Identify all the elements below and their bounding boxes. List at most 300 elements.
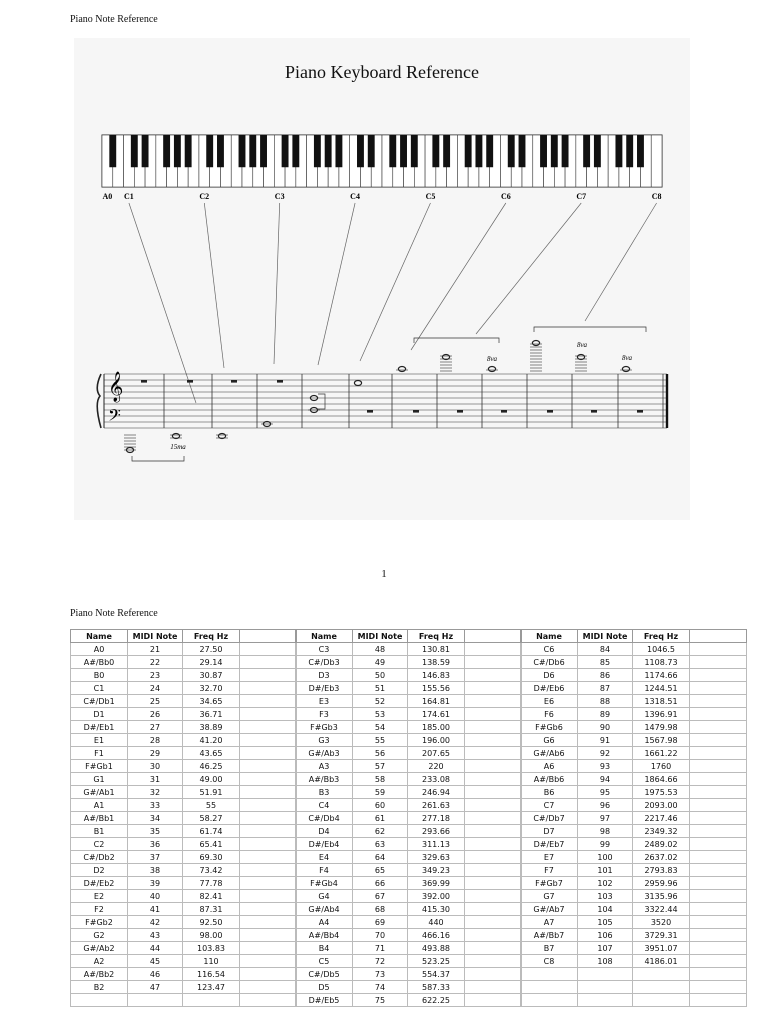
table-row (521, 903, 747, 916)
freq-cell: 1479.98 (633, 721, 690, 734)
freq-cell: 466.16 (408, 929, 465, 942)
table-row (521, 721, 747, 734)
note-name-cell: G#/Ab7 (521, 903, 578, 916)
table-row (71, 669, 297, 682)
note-name-cell: F#Gb2 (71, 916, 128, 929)
table-row (71, 864, 297, 877)
rest-icon (547, 410, 553, 413)
column-header (690, 630, 747, 643)
table-row (71, 955, 297, 968)
black-key (368, 135, 375, 167)
table-row (521, 890, 747, 903)
blank-cell (690, 994, 747, 1007)
whole-note (398, 367, 405, 372)
table-row (521, 812, 747, 825)
ottava-mark: 15ma (170, 443, 186, 451)
freq-cell: 32.70 (183, 682, 240, 695)
black-key (389, 135, 396, 167)
midi-cell: 60 (353, 799, 408, 812)
ottava-bracket (534, 327, 646, 332)
note-name-cell: A0 (71, 643, 128, 656)
table-row (71, 721, 297, 734)
column-header: Name (296, 630, 353, 643)
table-row (521, 851, 747, 864)
table-row (521, 994, 747, 1007)
midi-cell: 70 (353, 929, 408, 942)
blank-cell (465, 877, 522, 890)
note-name-cell: A#/Bb3 (296, 773, 353, 786)
freq-cell (633, 994, 690, 1007)
freq-cell: 3951.07 (633, 942, 690, 955)
blank-cell (240, 968, 297, 981)
midi-cell: 108 (578, 955, 633, 968)
black-key (217, 135, 224, 167)
blank-cell (690, 981, 747, 994)
freq-cell: 41.20 (183, 734, 240, 747)
freq-cell: 130.81 (408, 643, 465, 656)
blank-cell (690, 682, 747, 695)
blank-cell (465, 643, 522, 656)
bass-clef-icon: 𝄢 (108, 405, 121, 429)
rest-icon (637, 410, 643, 413)
midi-cell: 28 (128, 734, 183, 747)
table-row (71, 812, 297, 825)
freq-cell: 65.41 (183, 838, 240, 851)
freq-cell: 34.65 (183, 695, 240, 708)
blank-cell (465, 955, 522, 968)
blank-cell (465, 721, 522, 734)
table-row (71, 981, 297, 994)
table-row (296, 942, 522, 955)
note-name-cell: F#Gb4 (296, 877, 353, 890)
freq-cell: 1661.22 (633, 747, 690, 760)
freq-cell: 1174.66 (633, 669, 690, 682)
black-key (443, 135, 450, 167)
table-row (71, 695, 297, 708)
white-key (651, 135, 662, 187)
note-name-cell: G#/Ab2 (71, 942, 128, 955)
midi-cell (578, 968, 633, 981)
freq-cell: 622.25 (408, 994, 465, 1007)
midi-cell: 27 (128, 721, 183, 734)
freq-cell: 311.13 (408, 838, 465, 851)
table-row (71, 747, 297, 760)
blank-cell (240, 877, 297, 890)
table-row (296, 890, 522, 903)
note-name-cell: F6 (521, 708, 578, 721)
blank-cell (240, 864, 297, 877)
black-key (551, 135, 558, 167)
table-row (521, 825, 747, 838)
midi-cell: 25 (128, 695, 183, 708)
blank-cell (690, 942, 747, 955)
black-key (325, 135, 332, 167)
blank-cell (690, 773, 747, 786)
note-name-cell: E1 (71, 734, 128, 747)
black-key (594, 135, 601, 167)
table-row (71, 708, 297, 721)
freq-cell (183, 994, 240, 1007)
table-row (521, 708, 747, 721)
midi-cell: 52 (353, 695, 408, 708)
note-name-cell: G#/Ab1 (71, 786, 128, 799)
freq-cell: 3520 (633, 916, 690, 929)
blank-cell (465, 708, 522, 721)
octave-label: C8 (651, 192, 662, 201)
freq-cell: 82.41 (183, 890, 240, 903)
column-header: Freq Hz (408, 630, 465, 643)
midi-cell: 74 (353, 981, 408, 994)
octave-label: C7 (576, 192, 587, 201)
freq-cell: 220 (408, 760, 465, 773)
midi-cell: 39 (128, 877, 183, 890)
rest-icon (187, 380, 193, 383)
black-key (411, 135, 418, 167)
figure-title: Piano Keyboard Reference (285, 62, 479, 82)
black-key (475, 135, 482, 167)
blank-cell (240, 929, 297, 942)
keyboard-staff-diagram (74, 38, 690, 520)
keyboard-figure (74, 38, 690, 520)
blank-cell (690, 812, 747, 825)
midi-cell: 21 (128, 643, 183, 656)
midi-cell: 68 (353, 903, 408, 916)
table-row (296, 643, 522, 656)
note-name-cell: C#/Db5 (296, 968, 353, 981)
midi-cell: 64 (353, 851, 408, 864)
table-row (71, 994, 297, 1007)
leader-lines (129, 203, 657, 403)
blank-cell (690, 877, 747, 890)
blank-cell (690, 760, 747, 773)
midi-cell: 24 (128, 682, 183, 695)
blank-cell (465, 799, 522, 812)
black-key (260, 135, 267, 167)
freq-cell: 29.14 (183, 656, 240, 669)
note-name-cell: C#/Db7 (521, 812, 578, 825)
blank-cell (690, 955, 747, 968)
note-name-cell: F1 (71, 747, 128, 760)
blank-cell (465, 812, 522, 825)
note-name-cell: B6 (521, 786, 578, 799)
chord-bracket (318, 394, 325, 409)
midi-cell: 47 (128, 981, 183, 994)
freq-cell: 2217.46 (633, 812, 690, 825)
freq-cell: 92.50 (183, 916, 240, 929)
black-key (292, 135, 299, 167)
note-name-cell: D6 (521, 669, 578, 682)
freq-cell: 36.71 (183, 708, 240, 721)
blank-cell (240, 955, 297, 968)
table-row (521, 838, 747, 851)
freq-cell: 329.63 (408, 851, 465, 864)
leader-line (204, 203, 224, 368)
freq-cell: 146.83 (408, 669, 465, 682)
freq-cell: 369.99 (408, 877, 465, 890)
blank-cell (465, 669, 522, 682)
note-name-cell: E4 (296, 851, 353, 864)
column-header (240, 630, 297, 643)
note-name-cell: C6 (521, 643, 578, 656)
grand-staff (97, 327, 667, 461)
note-name-cell: G4 (296, 890, 353, 903)
table-row (521, 773, 747, 786)
black-key (335, 135, 342, 167)
midi-cell: 57 (353, 760, 408, 773)
freq-cell: 51.91 (183, 786, 240, 799)
midi-cell: 33 (128, 799, 183, 812)
table-row (71, 890, 297, 903)
midi-cell (578, 994, 633, 1007)
table-row (296, 851, 522, 864)
table-row (71, 656, 297, 669)
note-name-cell: C5 (296, 955, 353, 968)
blank-cell (465, 734, 522, 747)
table-row (71, 903, 297, 916)
note-name-cell: A1 (71, 799, 128, 812)
note-name-cell: G3 (296, 734, 353, 747)
freq-cell: 554.37 (408, 968, 465, 981)
table-row (521, 981, 747, 994)
blank-cell (240, 825, 297, 838)
midi-cell: 94 (578, 773, 633, 786)
freq-cell: 2959.96 (633, 877, 690, 890)
freq-cell: 293.66 (408, 825, 465, 838)
blank-cell (690, 890, 747, 903)
table-row (296, 981, 522, 994)
freq-cell: 349.23 (408, 864, 465, 877)
freq-cell: 3322.44 (633, 903, 690, 916)
column-header (465, 630, 522, 643)
note-name-cell: G#/Ab6 (521, 747, 578, 760)
note-name-cell: D1 (71, 708, 128, 721)
freq-cell: 27.50 (183, 643, 240, 656)
ottava-mark: 8va (486, 355, 498, 363)
blank-cell (465, 864, 522, 877)
note-name-cell: C#/Db1 (71, 695, 128, 708)
table-row (71, 825, 297, 838)
note-name-cell: A#/Bb4 (296, 929, 353, 942)
midi-cell: 49 (353, 656, 408, 669)
note-name-cell: D#/Eb5 (296, 994, 353, 1007)
column-header: Freq Hz (183, 630, 240, 643)
midi-cell: 53 (353, 708, 408, 721)
midi-cell: 105 (578, 916, 633, 929)
midi-cell: 93 (578, 760, 633, 773)
blank-cell (690, 721, 747, 734)
note-name-cell: F4 (296, 864, 353, 877)
note-name-cell: C3 (296, 643, 353, 656)
table-row (296, 903, 522, 916)
freq-cell: 1864.66 (633, 773, 690, 786)
note-name-cell: G1 (71, 773, 128, 786)
table-row (296, 799, 522, 812)
freq-cell: 1396.91 (633, 708, 690, 721)
blank-cell (690, 916, 747, 929)
table-row (296, 812, 522, 825)
rest-icon (367, 410, 373, 413)
freq-cell: 415.30 (408, 903, 465, 916)
table-row (521, 669, 747, 682)
freq-cell (633, 981, 690, 994)
midi-cell: 65 (353, 864, 408, 877)
table-row (71, 799, 297, 812)
leader-line (274, 203, 280, 364)
midi-cell: 55 (353, 734, 408, 747)
note-name-cell: F#Gb3 (296, 721, 353, 734)
midi-cell: 35 (128, 825, 183, 838)
blank-cell (465, 825, 522, 838)
column-header: MIDI Note (578, 630, 633, 643)
table-row (71, 838, 297, 851)
rest-icon (231, 380, 237, 383)
black-key (249, 135, 256, 167)
table-row (296, 916, 522, 929)
whole-note (488, 367, 495, 372)
midi-cell: 71 (353, 942, 408, 955)
freq-cell: 1760 (633, 760, 690, 773)
blank-cell (240, 669, 297, 682)
leader-line (129, 203, 196, 403)
midi-cell: 59 (353, 786, 408, 799)
note-name-cell: B4 (296, 942, 353, 955)
midi-cell: 69 (353, 916, 408, 929)
freq-cell: 110 (183, 955, 240, 968)
midi-cell: 88 (578, 695, 633, 708)
note-name-cell: D2 (71, 864, 128, 877)
note-name-cell: F#Gb7 (521, 877, 578, 890)
freq-cell (633, 968, 690, 981)
note-name-cell (521, 981, 578, 994)
blank-cell (240, 643, 297, 656)
midi-cell: 87 (578, 682, 633, 695)
midi-cell: 66 (353, 877, 408, 890)
table-row (296, 656, 522, 669)
octave-label: C5 (425, 192, 436, 201)
midi-cell: 97 (578, 812, 633, 825)
midi-cell: 107 (578, 942, 633, 955)
note-name-cell: B0 (71, 669, 128, 682)
blank-cell (690, 708, 747, 721)
table-row (521, 747, 747, 760)
midi-cell: 95 (578, 786, 633, 799)
octave-label: A0 (102, 192, 113, 201)
blank-cell (240, 708, 297, 721)
midi-cell: 40 (128, 890, 183, 903)
blank-cell (240, 747, 297, 760)
table-row (521, 929, 747, 942)
table-row (296, 825, 522, 838)
note-name-cell: G2 (71, 929, 128, 942)
table-row (296, 708, 522, 721)
midi-cell: 86 (578, 669, 633, 682)
column-header: MIDI Note (353, 630, 408, 643)
blank-cell (690, 695, 747, 708)
black-key (486, 135, 493, 167)
blank-cell (240, 695, 297, 708)
whole-note (622, 367, 629, 372)
note-name-cell: B1 (71, 825, 128, 838)
blank-cell (690, 656, 747, 669)
freq-cell: 116.54 (183, 968, 240, 981)
blank-cell (240, 773, 297, 786)
table-row (521, 955, 747, 968)
midi-cell: 50 (353, 669, 408, 682)
note-name-cell: D#/Eb4 (296, 838, 353, 851)
column-header: Freq Hz (633, 630, 690, 643)
blank-cell (465, 903, 522, 916)
ottava-mark: 8va (621, 354, 633, 362)
blank-cell (240, 942, 297, 955)
blank-cell (690, 864, 747, 877)
note-name-cell: C#/Db4 (296, 812, 353, 825)
freq-cell: 43.65 (183, 747, 240, 760)
midi-cell: 29 (128, 747, 183, 760)
midi-cell: 22 (128, 656, 183, 669)
table-row (296, 994, 522, 1007)
treble-clef-icon: 𝄞 (108, 372, 124, 402)
midi-cell: 72 (353, 955, 408, 968)
blank-cell (240, 721, 297, 734)
note-table-3 (520, 629, 747, 1007)
octave-label: C2 (199, 192, 210, 201)
blank-cell (465, 929, 522, 942)
whole-note (532, 341, 539, 346)
midi-cell: 100 (578, 851, 633, 864)
freq-cell: 87.31 (183, 903, 240, 916)
black-key (400, 135, 407, 167)
ottava-bracket (132, 456, 184, 461)
table-row (521, 968, 747, 981)
blank-cell (240, 799, 297, 812)
table-row (296, 760, 522, 773)
note-name-cell (521, 968, 578, 981)
freq-cell: 164.81 (408, 695, 465, 708)
table-row (71, 786, 297, 799)
page-header-2: Piano Note Reference (70, 608, 158, 619)
table-row (296, 786, 522, 799)
blank-cell (465, 695, 522, 708)
blank-cell (690, 747, 747, 760)
black-key (185, 135, 192, 167)
midi-cell: 62 (353, 825, 408, 838)
midi-cell: 63 (353, 838, 408, 851)
whole-note (354, 381, 361, 386)
brace-icon (97, 374, 101, 428)
blank-cell (240, 838, 297, 851)
blank-cell (465, 773, 522, 786)
freq-cell: 587.33 (408, 981, 465, 994)
note-name-cell: B7 (521, 942, 578, 955)
blank-cell (240, 994, 297, 1007)
leader-line (318, 203, 355, 365)
note-name-cell: C4 (296, 799, 353, 812)
freq-cell: 440 (408, 916, 465, 929)
blank-cell (690, 851, 747, 864)
blank-cell (240, 760, 297, 773)
blank-cell (690, 799, 747, 812)
table-row (296, 669, 522, 682)
freq-cell: 185.00 (408, 721, 465, 734)
midi-cell: 31 (128, 773, 183, 786)
rest-icon (141, 380, 147, 383)
table-row (521, 864, 747, 877)
midi-cell: 23 (128, 669, 183, 682)
rest-icon (457, 410, 463, 413)
midi-cell: 73 (353, 968, 408, 981)
note-name-cell: F#Gb6 (521, 721, 578, 734)
midi-cell: 98 (578, 825, 633, 838)
